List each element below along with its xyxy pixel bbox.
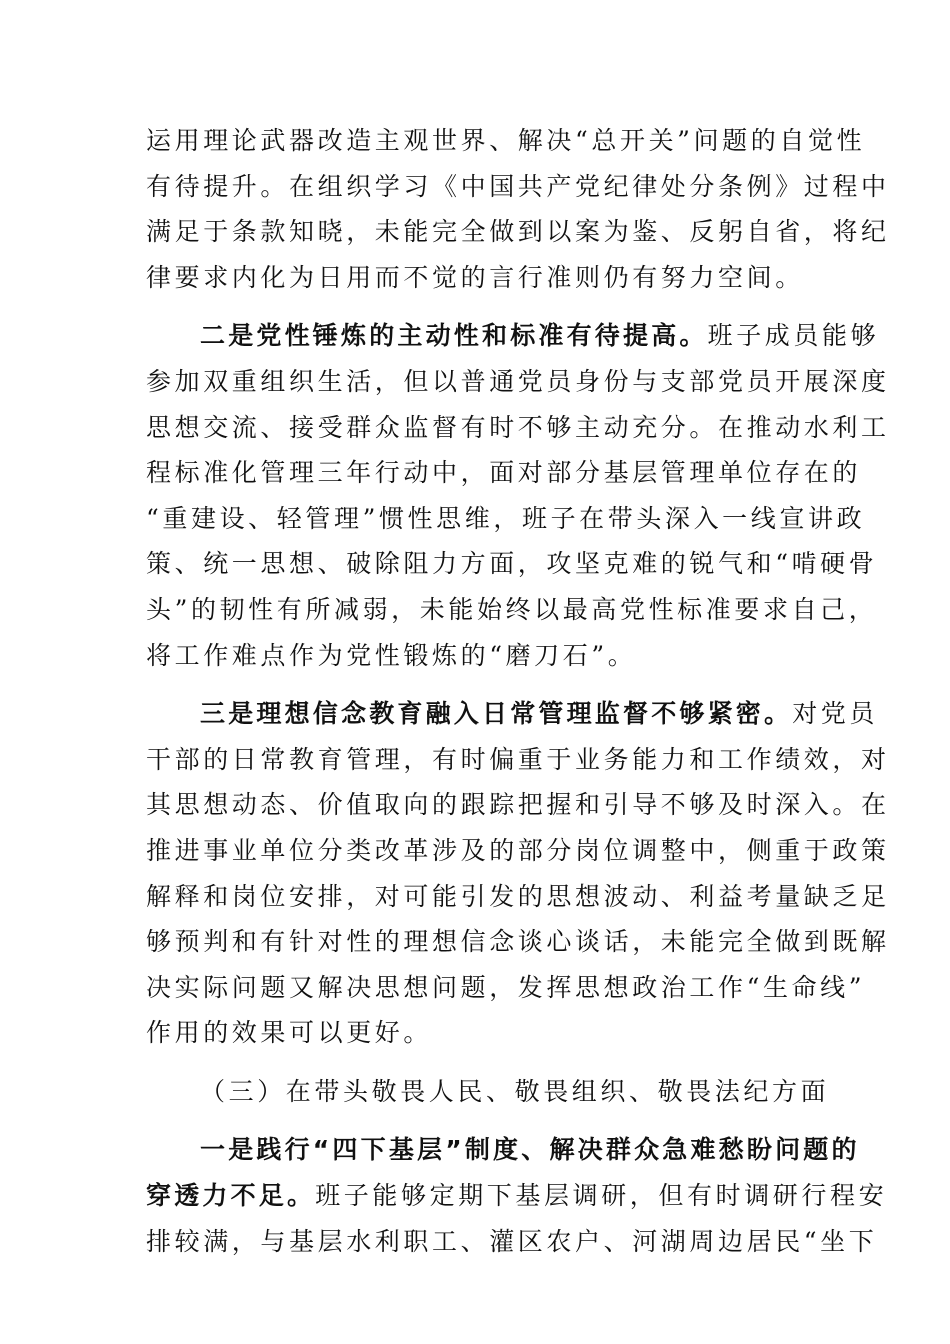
text-line: 律要求内化为日用而不觉的言行准则仍有努力空间。 xyxy=(146,262,804,292)
document-body xyxy=(146,118,890,1264)
text-span: 班子成员能够 xyxy=(707,321,880,351)
text-line: 参加双重组织生活，但以普通党员身份与支部党员开展深度 xyxy=(146,366,890,396)
text-line: “重建设、轻管理”惯性思维，班子在带头深入一线宣讲政 xyxy=(146,503,866,533)
paragraph-1 xyxy=(146,118,890,300)
text-line: 有待提升。在组织学习《中国共产党纪律处分条例》过程中 xyxy=(146,171,890,201)
paragraph-lead-bold: 三是理想信念教育融入日常管理监督不够紧密。 xyxy=(200,699,793,729)
text-line: 排较满，与基层水利职工、灌区农户、河湖周边居民“坐下 xyxy=(146,1226,878,1256)
text-line: 推进事业单位分类改革涉及的部分岗位调整中，侧重于政策 xyxy=(146,835,890,865)
paragraph-3 xyxy=(146,691,890,1056)
paragraph-2 xyxy=(146,313,890,678)
section-heading-block xyxy=(146,1069,830,1115)
text-line: 策、统一思想、破除阻力方面，攻坚克难的锐气和“啃硬骨 xyxy=(146,549,878,579)
text-line: 思想交流、接受群众监督有时不够主动充分。在推动水利工 xyxy=(146,412,890,442)
paragraph-lead-bold: 一是践行“四下基层”制度、解决群众急难愁盼问题的 xyxy=(200,1135,860,1165)
paragraph-4 xyxy=(146,1127,888,1264)
paragraph-lead-bold: 穿透力不足。 xyxy=(146,1181,316,1211)
text-line xyxy=(146,1127,860,1173)
section-heading: （三）在带头敬畏人民、敬畏组织、敬畏法纪方面 xyxy=(200,1076,830,1106)
text-line: 干部的日常教育管理，有时偏重于业务能力和工作绩效，对 xyxy=(146,744,890,774)
text-line: 满足于条款知晓，未能完全做到以案为鉴、反躬自省，将纪 xyxy=(146,217,890,247)
text-span: 对党员 xyxy=(792,699,879,729)
text-line: 其思想动态、价值取向的跟踪把握和引导不够及时深入。在 xyxy=(146,790,890,820)
text-line: 解释和岗位安排，对可能引发的思想波动、利益考量缺乏足 xyxy=(146,881,890,911)
paragraph-lead-bold: 二是党性锤炼的主动性和标准有待提高。 xyxy=(200,321,708,351)
text-span: 班子能够定期下基层调研，但有时调研行程安 xyxy=(315,1181,888,1211)
text-line xyxy=(146,313,880,359)
text-line: 将工作难点作为党性锻炼的“磨刀石”。 xyxy=(146,640,637,670)
text-line: 够预判和有针对性的理想信念谈心谈话，未能完全做到既解 xyxy=(146,927,890,957)
text-line: 作用的效果可以更好。 xyxy=(146,1018,433,1048)
text-line xyxy=(146,691,879,737)
text-line: 运用理论武器改造主观世界、解决“总开关”问题的自觉性 xyxy=(146,126,866,155)
text-line: 头”的韧性有所减弱，未能始终以最高党性标准要求自己， xyxy=(146,594,878,624)
text-line: 决实际问题又解决思想问题，发挥思想政治工作“生命线” xyxy=(146,972,866,1002)
text-line: 程标准化管理三年行动中，面对部分基层管理单位存在的 xyxy=(146,458,862,488)
text-line xyxy=(146,1173,888,1219)
